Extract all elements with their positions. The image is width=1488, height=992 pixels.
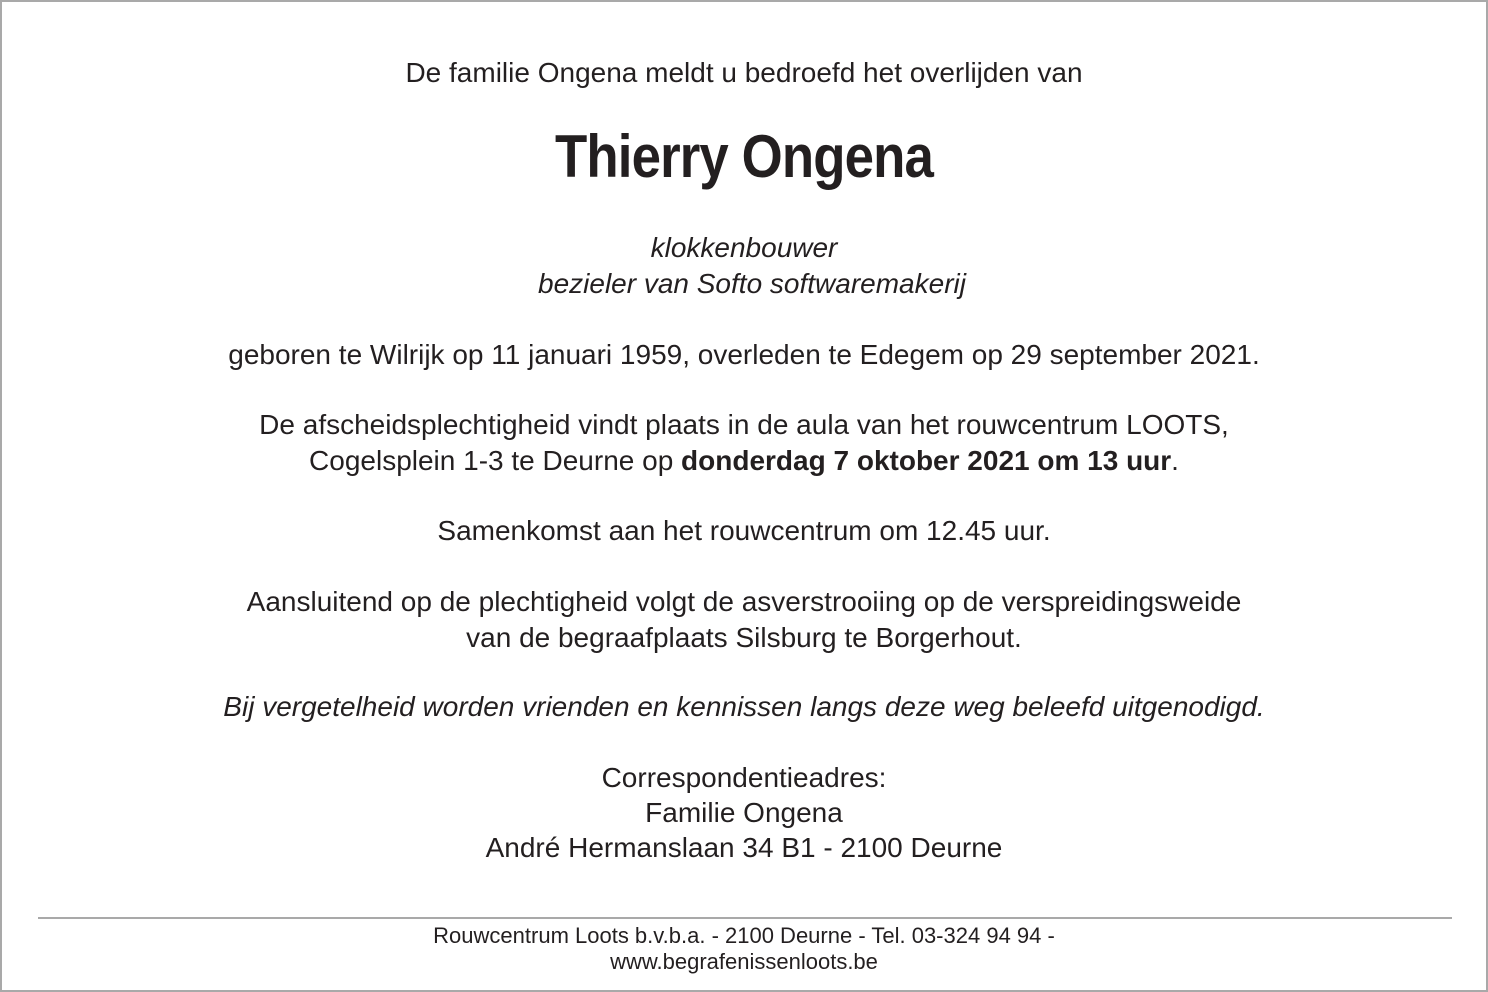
- correspondence-label: Correspondentieadres:: [601, 762, 887, 793]
- scattering-line-1: Aansluitend op de plechtigheid volgt de asverstrooiing op de verspreidingsweide: [246, 586, 1242, 617]
- invitation-text: Bij vergetelheid worden vrienden en kennissen langs deze weg beleefd uitgenodigd.: [223, 691, 1265, 722]
- intro-text: De familie Ongena meldt u bedroefd het overlijden van: [405, 57, 1083, 88]
- correspondence-name: Familie Ongena: [645, 797, 843, 828]
- ceremony-line-1: De afscheidsplechtigheid vindt plaats in de aula van het rouwcentrum LOOTS,: [259, 409, 1229, 440]
- scattering-line-2: van de begraafplaats Silsburg te Borgerhout.: [466, 622, 1022, 653]
- correspondence-address: André Hermanslaan 34 B1 - 2100 Deurne: [485, 832, 1003, 863]
- footer-website: www.begrafenissenloots.be: [610, 949, 878, 974]
- deceased-name: Thierry Ongena: [555, 123, 933, 190]
- ceremony-location: Cogelsplein 1-3 te Deurne op: [309, 445, 682, 476]
- ceremony-datetime: donderdag 7 oktober 2021 om 13 uur: [681, 445, 1172, 476]
- birth-death-text: geboren te Wilrijk op 11 januari 1959, overleden te Edegem op 29 september 2021.: [228, 339, 1260, 370]
- ceremony-line-2: [2, 443, 1486, 479]
- gathering-text: Samenkomst aan het rouwcentrum om 12.45 uur.: [437, 515, 1051, 546]
- title-occupation: klokkenbouwer: [650, 232, 838, 263]
- footer-company: Rouwcentrum Loots b.v.b.a. - 2100 Deurne - Tel. 03-324 94 94 -: [433, 923, 1055, 948]
- title-role: bezieler van Softo softwaremakerij: [538, 268, 966, 299]
- ceremony-period: .: [1171, 445, 1179, 476]
- footer-divider: [38, 917, 1452, 919]
